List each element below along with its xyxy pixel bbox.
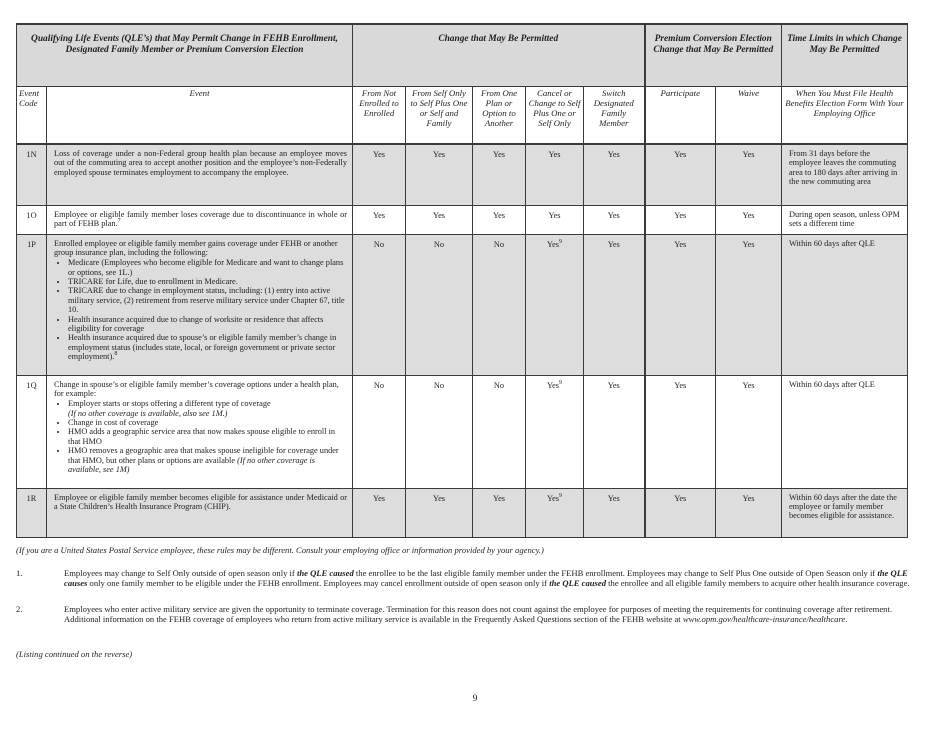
cell-text: Yes — [546, 380, 560, 390]
list-item-text: Health insurance acquired due to spouse’s or eligible family member’s change in employment status (includes state, local, or foreign government or private sector employment). — [68, 333, 337, 361]
footnote-part: the enrollee to be the last eligible family member under the FEHB enrollment. Employees may change to Self Plus One outside of Open Season only if — [353, 568, 878, 578]
footnote-1 — [16, 568, 916, 589]
cell-cancel-or-change: Yes — [526, 205, 584, 234]
event-code: 1P — [17, 234, 47, 375]
footnote-part: . — [845, 614, 848, 625]
event-code: 1Q — [17, 375, 47, 488]
cell-switch-designated: Yes — [584, 488, 645, 537]
list-item-note: (If no other coverage is available, see 1M) — [68, 455, 316, 474]
list-item-note: (If no other coverage is available, also see 1M.) — [68, 408, 228, 418]
cell-waive: Yes — [716, 375, 782, 488]
cell-participate: Yes — [645, 205, 716, 234]
col-event-code: Event Code — [17, 87, 47, 145]
qle-title-header: Qualifying Life Events (QLE’s) that May Permit Change in FEHB Enrollment, Designated Family Member or Premium Conversion Election — [17, 24, 353, 87]
list-item: • Medicare (Employees who become eligible for Medicare and want to change plans or options, see 1L.) — [68, 258, 347, 277]
cell-participate: Yes — [645, 375, 716, 488]
col-participate: Participate — [645, 87, 716, 145]
event-description — [47, 375, 353, 488]
list-item: • Change in cost of coverage — [68, 418, 347, 427]
cell-cancel-or-change: Yes — [526, 144, 584, 205]
event-description: Loss of coverage under a non-Federal group health plan because an employee moves out of the commuting area to accept another position and the employee’s non-Federally employed spouse terminates employment to accompany the employee. — [47, 144, 353, 205]
cell-from-not-enrolled: Yes — [353, 488, 406, 537]
footnote-2 — [16, 604, 916, 625]
cell-switch-designated: Yes — [584, 234, 645, 375]
time-limit: From 31 days before the employee leaves the commuting area to 180 days after arriving in the new commuting area — [782, 144, 908, 205]
footnote-part: Employees may change to Self Only outside of open season only if — [64, 568, 297, 578]
cell-from-not-enrolled: No — [353, 375, 406, 488]
cell-participate: Yes — [645, 488, 716, 537]
cell-from-one-plan: Yes — [473, 205, 526, 234]
cell-switch-designated: Yes — [584, 375, 645, 488]
event-code: 1N — [17, 144, 47, 205]
event-code: 1R — [17, 488, 47, 537]
col-from-not-enrolled: From Not Enrolled to Enrolled — [353, 87, 406, 145]
change-permitted-header: Change that May Be Permitted — [353, 24, 645, 87]
footnote-emphasis: the QLE caused — [549, 578, 607, 589]
table-row — [17, 488, 908, 537]
qle-table — [16, 23, 908, 538]
footnote-part: the enrollee and all eligible family members to acquire other health insurance coverage. — [606, 578, 910, 589]
cell-waive: Yes — [716, 205, 782, 234]
col-cancel-or-change: Cancel or Change to Self Plus One or Self Only — [526, 87, 584, 145]
cell-from-self-only: No — [406, 375, 473, 488]
cell-participate: Yes — [645, 144, 716, 205]
cell-from-one-plan: No — [473, 375, 526, 488]
table-column-header-row — [17, 87, 908, 145]
col-switch-designated: Switch Designated Family Member — [584, 87, 645, 145]
cell-text: Yes — [546, 493, 560, 503]
cell-cancel-or-change — [526, 488, 584, 537]
cell-waive: Yes — [716, 234, 782, 375]
event-bullet-list — [54, 399, 347, 474]
cell-from-one-plan: No — [473, 234, 526, 375]
cell-from-not-enrolled: No — [353, 234, 406, 375]
list-item: • HMO adds a geographic service area that now makes spouse eligible to enroll in that HMO — [68, 427, 347, 446]
time-limit: Within 60 days after QLE — [782, 234, 908, 375]
cell-from-self-only: Yes — [406, 205, 473, 234]
cell-switch-designated: Yes — [584, 205, 645, 234]
footnote-text — [64, 604, 916, 625]
event-bullet-list — [54, 258, 347, 361]
event-description — [47, 205, 353, 234]
footnote-number: 1. — [16, 568, 23, 578]
list-item — [68, 446, 347, 474]
event-code: 1O — [17, 205, 47, 234]
cell-from-self-only: No — [406, 234, 473, 375]
website-link[interactable]: www.opm.gov/healthcare-insurance/healthcare — [682, 614, 846, 625]
table-row — [17, 375, 908, 488]
time-limit: Within 60 days after the date the employee or family member becomes eligible for assistance. — [782, 488, 908, 537]
table-group-header-row — [17, 24, 908, 87]
page-number: 9 — [472, 694, 478, 704]
footnote-part: only one family member to be eligible under the FEHB enrollment. Employees may cancel enrollment outside of open season only if — [87, 578, 550, 589]
table-row — [17, 205, 908, 234]
table-row — [17, 234, 908, 375]
premium-conversion-header: Premium Conversion Election Change that May Be Permitted — [645, 24, 782, 87]
footnote-ref: 7 — [117, 218, 121, 225]
footnote-emphasis: the QLE caused — [296, 568, 354, 578]
cell-cancel-or-change — [526, 234, 584, 375]
list-item: • TRICARE due to change in employment status, including: (1) entry into active military service, (2) retirement from reserve military service under Chapter 67, title 10. — [68, 286, 347, 314]
cell-switch-designated: Yes — [584, 144, 645, 205]
cell-waive: Yes — [716, 488, 782, 537]
footnote-ref: 9 — [559, 238, 563, 245]
list-item: • TRICARE for Life, due to enrollment in Medicare. — [68, 277, 347, 286]
cell-from-not-enrolled: Yes — [353, 144, 406, 205]
footnote-ref: 9 — [559, 492, 563, 499]
time-limit: During open season, unless OPM sets a different time — [782, 205, 908, 234]
list-item-text: HMO removes a geographic area that makes spouse ineligible for coverage under that HMO, but other plans or options are available — [68, 446, 339, 465]
cell-from-one-plan: Yes — [473, 488, 526, 537]
footnote-ref: 8 — [114, 351, 118, 358]
event-text: Enrolled employee or eligible family member gains coverage under FEHB or another group insurance plan, including the following: — [54, 238, 338, 257]
table-row — [17, 144, 908, 205]
footnote-number: 2. — [16, 604, 23, 614]
continued-note: (Listing continued on the reverse) — [16, 649, 133, 659]
time-limits-header: Time Limits in which Change May Be Permitted — [782, 24, 908, 87]
footnote-part: Employees who enter active military service are given the opportunity to terminate coverage. Termination for this reason does not count against the employee for purposes of meeting the requirements for continuing coverage after retirement. Additional information on the FEHB coverage of employees who return from active military service is available in the Frequently Asked Questions section of the FEHB website at — [64, 604, 893, 625]
list-item — [68, 399, 347, 418]
list-item-text: Employer starts or stops offering a different type of coverage — [68, 399, 271, 409]
footnote-ref: 9 — [559, 379, 563, 386]
col-from-one-plan: From One Plan or Option to Another — [473, 87, 526, 145]
cell-from-self-only: Yes — [406, 144, 473, 205]
cell-participate: Yes — [645, 234, 716, 375]
event-text: Change in spouse’s or eligible family member’s coverage options under a health plan, for example: — [54, 379, 339, 398]
col-event: Event — [47, 87, 353, 145]
event-text: Employee or eligible family member loses coverage due to discontinuance in whole or part of FEHB plan. — [54, 209, 347, 228]
cell-from-not-enrolled: Yes — [353, 205, 406, 234]
cell-from-one-plan: Yes — [473, 144, 526, 205]
time-limit: Within 60 days after QLE — [782, 375, 908, 488]
cell-waive: Yes — [716, 144, 782, 205]
col-when-file: When You Must File Health Benefits Election Form With Your Employing Office — [782, 87, 908, 145]
list-item: • Health insurance acquired due to change of worksite or residence that affects eligibility for coverage — [68, 315, 347, 334]
col-from-self-only: From Self Only to Self Plus One or Self and Family — [406, 87, 473, 145]
footnote-emphasis: the QLE causes — [64, 568, 908, 589]
cell-text: Yes — [546, 239, 560, 249]
col-waive: Waive — [716, 87, 782, 145]
event-description — [47, 234, 353, 375]
cell-cancel-or-change — [526, 375, 584, 488]
cell-from-self-only: Yes — [406, 488, 473, 537]
usps-note: (If you are a United States Postal Service employee, these rules may be different. Consult your employing office or information provided by your agency.) — [16, 545, 544, 555]
list-item — [68, 333, 347, 361]
footnote-text — [64, 568, 916, 589]
event-description: Employee or eligible family member becomes eligible for assistance under Medicaid or a State Children’s Health Insurance Program (CHIP). — [47, 488, 353, 537]
